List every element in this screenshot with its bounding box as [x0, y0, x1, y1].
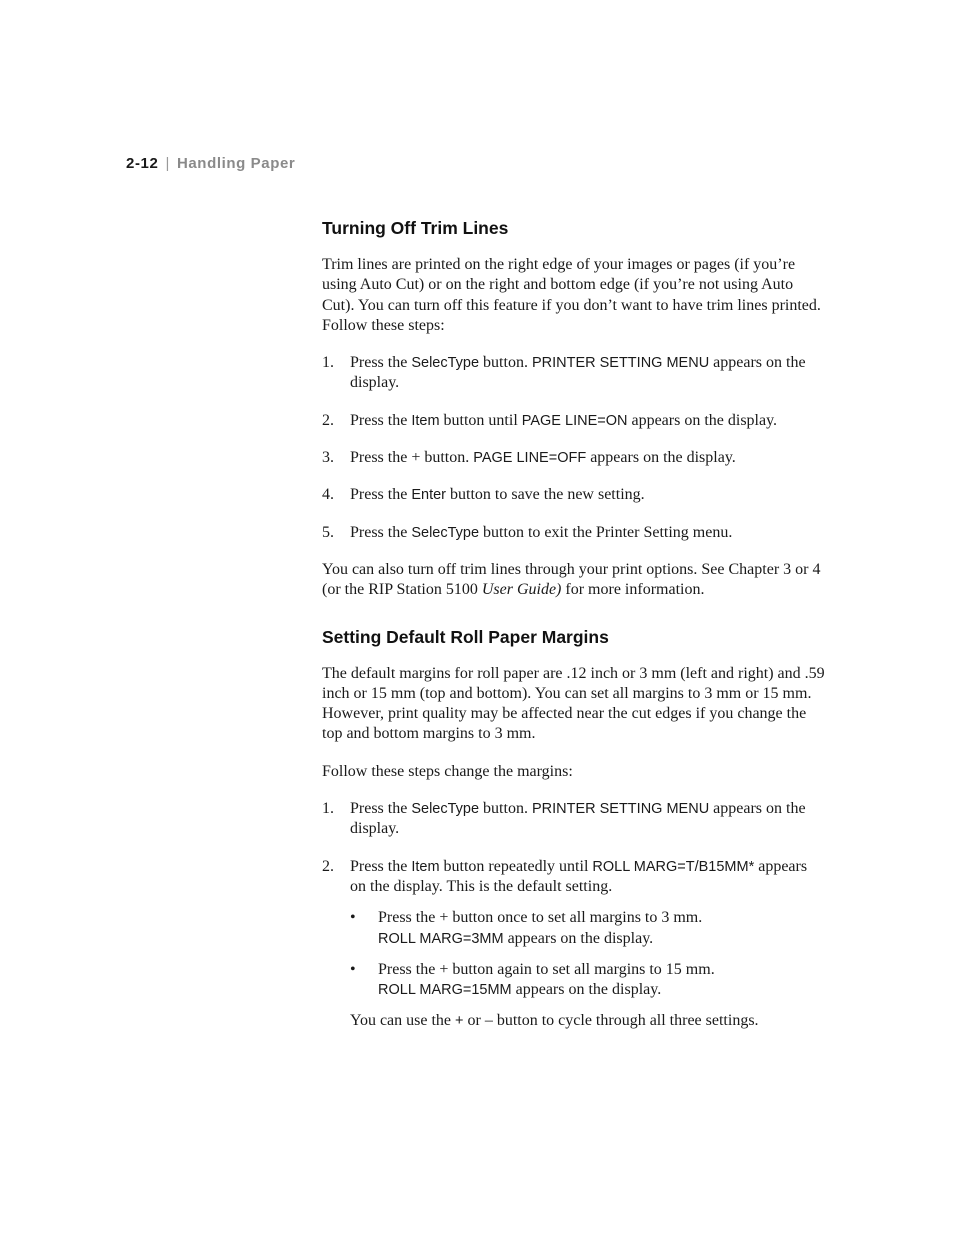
plus-key-label: + — [455, 1013, 464, 1030]
display-message: ROLL MARG=3MM — [378, 930, 504, 947]
outro-text: for more information. — [561, 581, 705, 599]
display-message: PRINTER SETTING MENU — [531, 801, 710, 818]
bullet-dot: • — [350, 960, 356, 978]
bullet-text: Press the + button once to set all margins to 3 mm. — [378, 909, 703, 927]
step-number: 1. — [322, 800, 334, 818]
trim-lines-intro: Trim lines are printed on the right edge of your images or pages (if you’re using Auto Cut) or on the right and bottom edge (if you’re not using Auto Cut). You can turn off this feature if you don’t want to have trim lines printed. Follow these steps: — [322, 256, 821, 334]
roll-margins-intro: The default margins for roll paper are .12 inch or 3 mm (left and right) and .59 inch or 15 mm (top and bottom). You can set all margins to 3 mm or 15 mm. However, print quality may be affected near the cut edges if you change the top and bottom margins to 3 mm. — [322, 664, 825, 743]
key-label: Item — [411, 858, 440, 875]
display-message: PRINTER SETTING MENU — [531, 355, 710, 372]
step-text: Press the — [350, 486, 412, 504]
key-label: SelecType — [411, 355, 480, 372]
step-number: 3. — [322, 449, 334, 467]
page-number: 2-12 — [126, 155, 159, 172]
running-header — [126, 155, 295, 172]
step-text: button to exit the Printer Setting menu. — [479, 523, 733, 541]
trim-step-1 — [322, 353, 827, 394]
trim-lines-outro — [322, 560, 827, 601]
step-text: Press the — [350, 800, 412, 818]
page-content — [322, 218, 827, 1032]
section-heading-roll-margins: Setting Default Roll Paper Margins — [322, 626, 609, 647]
step-text: Press the — [350, 411, 412, 429]
step-text: appears on the display. — [350, 354, 806, 392]
note-text: or – button to cycle through all three settings. — [463, 1012, 759, 1030]
step-text: Press the — [350, 523, 412, 541]
key-label: Enter — [411, 487, 446, 504]
margin-step-1 — [322, 799, 827, 840]
margin-step-2 — [322, 857, 827, 898]
chapter-title: Handling Paper — [176, 155, 296, 172]
step-text: button. — [479, 800, 532, 818]
key-label: SelecType — [411, 801, 480, 818]
trim-step-5 — [322, 523, 827, 543]
key-label: SelecType — [411, 524, 480, 541]
step-text: appears on the display. — [627, 411, 778, 429]
bullet-text: appears on the display. — [511, 981, 662, 999]
step-text: Press the — [350, 354, 412, 372]
note-text: You can use the — [350, 1012, 456, 1030]
step-text: button. — [479, 354, 532, 372]
cycle-settings-note — [322, 1011, 827, 1031]
step-text: button until — [439, 411, 522, 429]
bullet-dot: • — [350, 909, 356, 927]
step-text: appears on the display. — [586, 449, 736, 467]
bullet-text: appears on the display. — [503, 929, 654, 947]
step-text: appears on the display. This is the default setting. — [350, 857, 808, 895]
display-message: ROLL MARG=15MM — [378, 982, 512, 999]
display-message: PAGE LINE=ON — [521, 412, 628, 429]
key-label: Item — [411, 412, 440, 429]
step-text: button to save the new setting. — [446, 486, 645, 504]
trim-step-2 — [322, 411, 827, 431]
step-number: 5. — [322, 523, 334, 541]
display-message: PAGE LINE=OFF — [473, 450, 587, 467]
follow-steps-text: Follow these steps change the margins: — [322, 762, 573, 780]
margin-bullet-3mm — [322, 908, 827, 949]
bullet-text: Press the + button again to set all margins to 15 mm. — [378, 960, 715, 978]
section-heading-trim-lines: Turning Off Trim Lines — [322, 218, 509, 238]
step-text: Press the + button. — [350, 449, 474, 467]
header-separator: | — [165, 155, 170, 172]
trim-step-3 — [322, 448, 827, 468]
display-message: ROLL MARG=T/B15MM* — [592, 858, 755, 875]
step-number: 4. — [322, 486, 334, 504]
outro-text: You can also turn off trim lines through your print options. See Chapter 3 or 4 (or the RIP Station 5100 — [322, 560, 821, 599]
step-text: appears on the display. — [350, 800, 806, 838]
trim-step-4 — [322, 485, 827, 505]
margin-bullet-15mm — [322, 960, 827, 1001]
step-number: 2. — [322, 411, 334, 429]
step-text: Press the — [350, 857, 412, 875]
step-number: 2. — [322, 857, 334, 875]
user-guide-title: User Guide) — [481, 581, 562, 599]
step-text: button repeatedly until — [439, 857, 593, 875]
step-number: 1. — [322, 354, 334, 372]
